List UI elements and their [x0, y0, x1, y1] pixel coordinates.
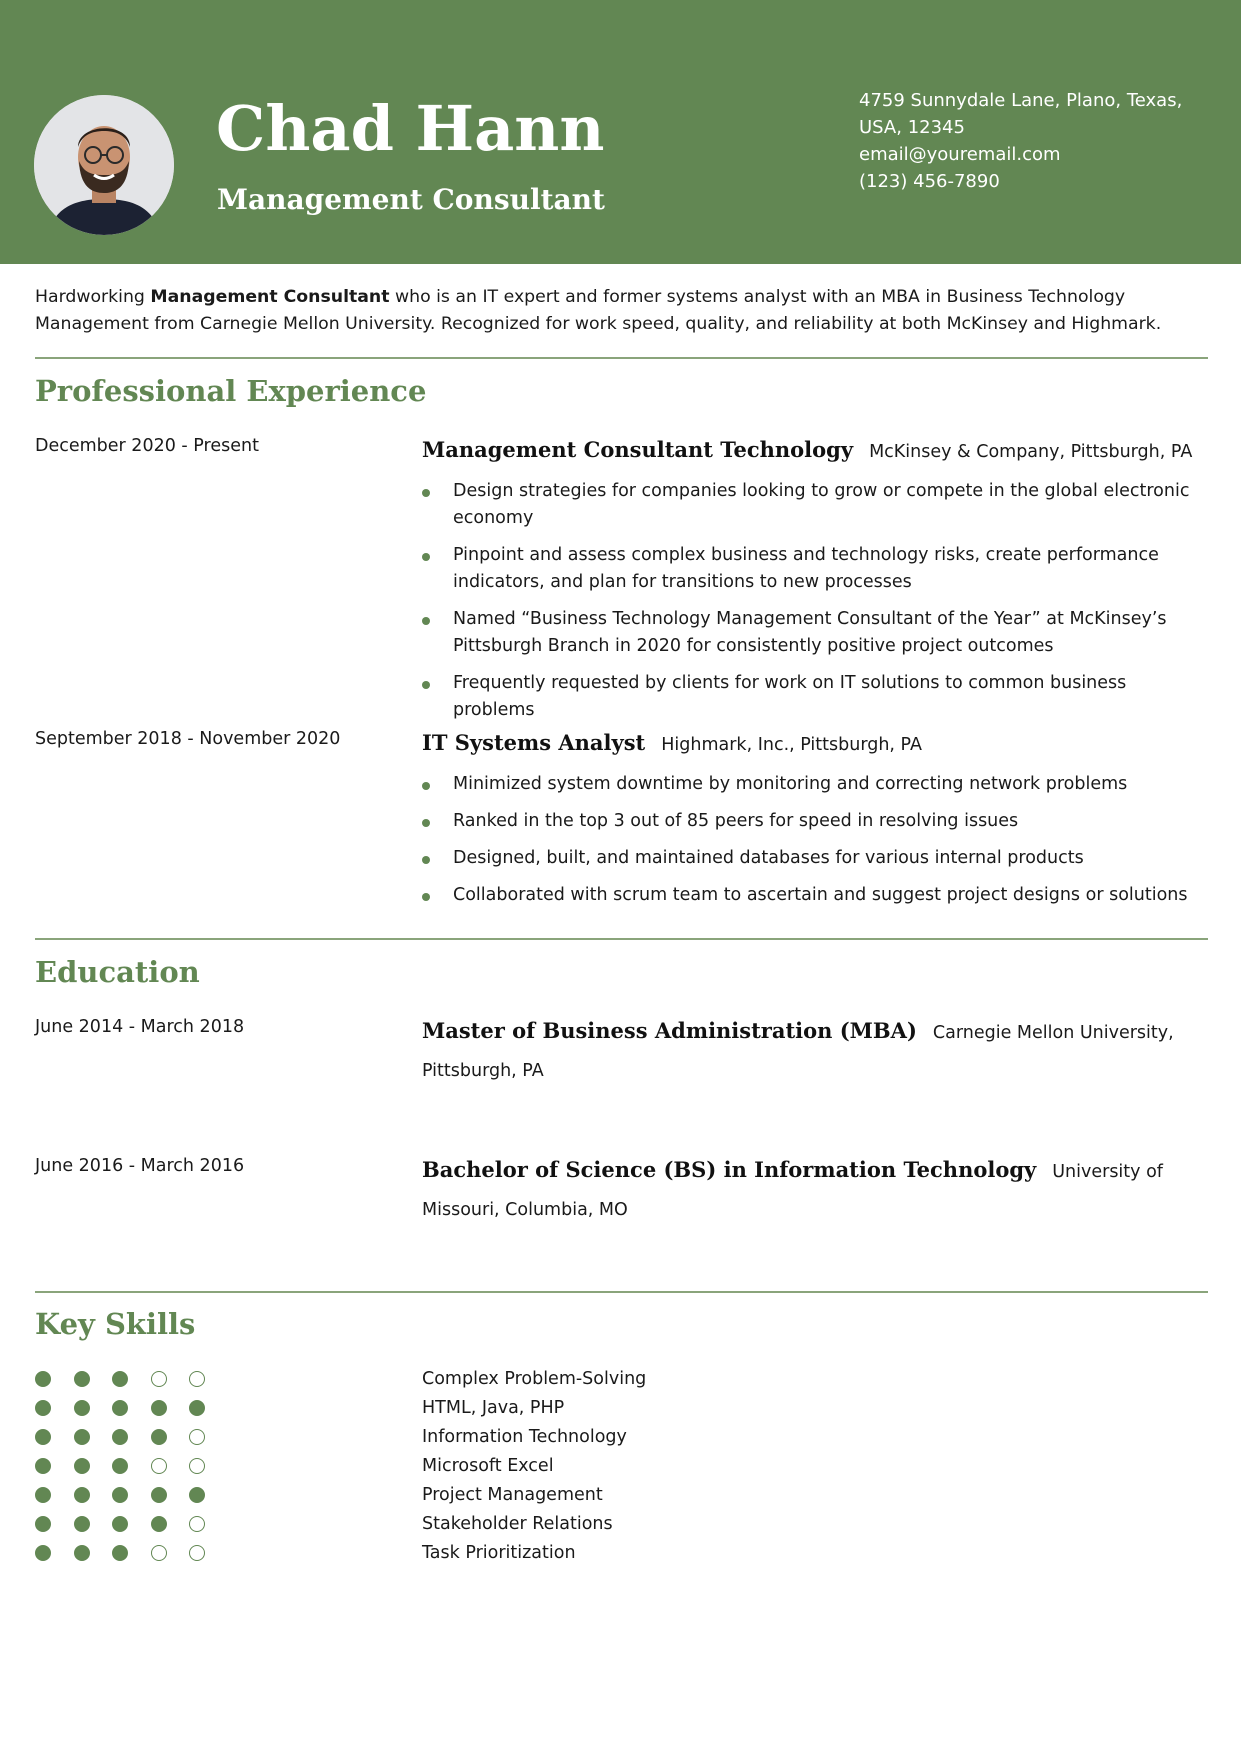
- section-divider: [35, 938, 1208, 940]
- empty-dot-icon: [189, 1371, 205, 1387]
- empty-dot-icon: [151, 1458, 167, 1474]
- filled-dot-icon: [112, 1487, 128, 1503]
- list-item: [422, 771, 1212, 798]
- filled-dot-icon: [112, 1516, 128, 1532]
- education-school: University of Missouri, Columbia, MO: [422, 1162, 1163, 1220]
- skill-name: Task Prioritization: [422, 1543, 576, 1563]
- filled-dot-icon: [151, 1516, 167, 1532]
- job-header: [422, 725, 1212, 763]
- list-item: [422, 670, 1212, 724]
- education-dates: June 2014 - March 2018: [35, 1017, 245, 1037]
- education-heading: Education: [35, 955, 200, 989]
- contact-phone[interactable]: (123) 456-7890: [859, 171, 1000, 192]
- bullet-text: Designed, built, and maintained databases for various internal products: [453, 848, 1084, 868]
- skill-row: [35, 1540, 1215, 1569]
- bullet-icon: [422, 553, 430, 561]
- contact-address: 4759 Sunnydale Lane, Plano, Texas, USA, 12345: [859, 90, 1183, 138]
- filled-dot-icon: [74, 1400, 90, 1416]
- bullet-text: Collaborated with scrum team to ascertain and suggest project designs or solutions: [453, 885, 1188, 905]
- empty-dot-icon: [151, 1545, 167, 1561]
- candidate-name: Chad Hann: [216, 92, 605, 165]
- skills-list: [35, 1366, 1215, 1569]
- bullet-icon: [422, 681, 430, 689]
- profile-photo: [34, 95, 174, 235]
- education-dates: June 2016 - March 2016: [35, 1156, 245, 1176]
- job-dates: September 2018 - November 2020: [35, 729, 341, 749]
- skill-name: Complex Problem-Solving: [422, 1369, 647, 1389]
- filled-dot-icon: [35, 1487, 51, 1503]
- section-divider: [35, 1291, 1208, 1293]
- filled-dot-icon: [35, 1400, 51, 1416]
- skill-row: [35, 1424, 1215, 1453]
- summary-highlight: Management Consultant: [150, 287, 390, 307]
- skill-name: Stakeholder Relations: [422, 1514, 613, 1534]
- bullet-text: Design strategies for companies looking to grow or compete in the global electronic economy: [453, 481, 1190, 528]
- list-item: [422, 542, 1212, 596]
- filled-dot-icon: [151, 1487, 167, 1503]
- bullet-icon: [422, 893, 430, 901]
- filled-dot-icon: [151, 1429, 167, 1445]
- job-dates: December 2020 - Present: [35, 436, 259, 456]
- filled-dot-icon: [35, 1371, 51, 1387]
- filled-dot-icon: [74, 1545, 90, 1561]
- skill-name: Project Management: [422, 1485, 603, 1505]
- filled-dot-icon: [35, 1458, 51, 1474]
- skills-heading: Key Skills: [35, 1307, 196, 1341]
- job-role: Management Consultant Technology: [422, 437, 854, 462]
- filled-dot-icon: [112, 1429, 128, 1445]
- education-entry: [422, 1012, 1212, 1090]
- skill-row: [35, 1511, 1215, 1540]
- job-responsibilities: [422, 771, 1212, 919]
- bullet-icon: [422, 819, 430, 827]
- job-responsibilities: [422, 478, 1212, 734]
- skill-row: [35, 1366, 1215, 1395]
- education-school: Carnegie Mellon University, Pittsburgh, PA: [422, 1023, 1174, 1081]
- contact-info: [859, 87, 1209, 195]
- summary-intro: Hardworking: [35, 287, 151, 307]
- filled-dot-icon: [74, 1371, 90, 1387]
- filled-dot-icon: [189, 1400, 205, 1416]
- bullet-text: Ranked in the top 3 out of 85 peers for speed in resolving issues: [453, 811, 1019, 831]
- experience-heading: Professional Experience: [35, 374, 427, 408]
- section-divider: [35, 357, 1208, 359]
- candidate-title: Management Consultant: [217, 183, 605, 216]
- filled-dot-icon: [35, 1429, 51, 1445]
- bullet-icon: [422, 617, 430, 625]
- list-item: [422, 478, 1212, 532]
- empty-dot-icon: [151, 1371, 167, 1387]
- skill-row: [35, 1482, 1215, 1511]
- education-degree: Bachelor of Science (BS) in Information Technology: [422, 1157, 1037, 1182]
- skill-row: [35, 1395, 1215, 1424]
- bullet-text: Pinpoint and assess complex business and technology risks, create performance indicators, and plan for transitions to new processes: [453, 545, 1159, 592]
- filled-dot-icon: [35, 1516, 51, 1532]
- filled-dot-icon: [112, 1371, 128, 1387]
- filled-dot-icon: [112, 1545, 128, 1561]
- bullet-text: Named “Business Technology Management Consultant of the Year” at McKinsey’s Pittsburgh Branch in 2020 for consistently positive project outcomes: [453, 609, 1167, 656]
- filled-dot-icon: [189, 1487, 205, 1503]
- skill-name: Microsoft Excel: [422, 1456, 554, 1476]
- bullet-text: Frequently requested by clients for work on IT solutions to common business problems: [453, 673, 1127, 720]
- filled-dot-icon: [112, 1458, 128, 1474]
- skill-row: [35, 1453, 1215, 1482]
- filled-dot-icon: [35, 1545, 51, 1561]
- filled-dot-icon: [151, 1400, 167, 1416]
- summary-body: who is an IT expert and former systems analyst with an MBA in Business Technology Management from Carnegie Mellon University. Recognized for work speed, quality, and reliability at both McKinsey and Highmark.: [35, 287, 1162, 334]
- contact-email[interactable]: email@youremail.com: [859, 144, 1061, 165]
- filled-dot-icon: [74, 1516, 90, 1532]
- empty-dot-icon: [189, 1458, 205, 1474]
- bullet-icon: [422, 782, 430, 790]
- resume-header: [0, 0, 1241, 264]
- list-item: [422, 882, 1212, 909]
- avatar-illustration: [34, 95, 174, 235]
- skill-name: HTML, Java, PHP: [422, 1398, 565, 1418]
- education-degree: Master of Business Administration (MBA): [422, 1018, 917, 1043]
- filled-dot-icon: [112, 1400, 128, 1416]
- skill-name: Information Technology: [422, 1427, 627, 1447]
- filled-dot-icon: [74, 1458, 90, 1474]
- list-item: [422, 808, 1212, 835]
- job-organization: Highmark, Inc., Pittsburgh, PA: [661, 735, 922, 755]
- empty-dot-icon: [189, 1516, 205, 1532]
- list-item: [422, 845, 1212, 872]
- filled-dot-icon: [74, 1487, 90, 1503]
- professional-summary: [35, 284, 1215, 338]
- job-header: [422, 432, 1212, 470]
- job-role: IT Systems Analyst: [422, 730, 646, 755]
- list-item: [422, 606, 1212, 660]
- bullet-icon: [422, 856, 430, 864]
- filled-dot-icon: [74, 1429, 90, 1445]
- empty-dot-icon: [189, 1429, 205, 1445]
- bullet-text: Minimized system downtime by monitoring and correcting network problems: [453, 774, 1128, 794]
- bullet-icon: [422, 489, 430, 497]
- education-entry: [422, 1151, 1212, 1229]
- job-organization: McKinsey & Company, Pittsburgh, PA: [869, 442, 1193, 462]
- empty-dot-icon: [189, 1545, 205, 1561]
